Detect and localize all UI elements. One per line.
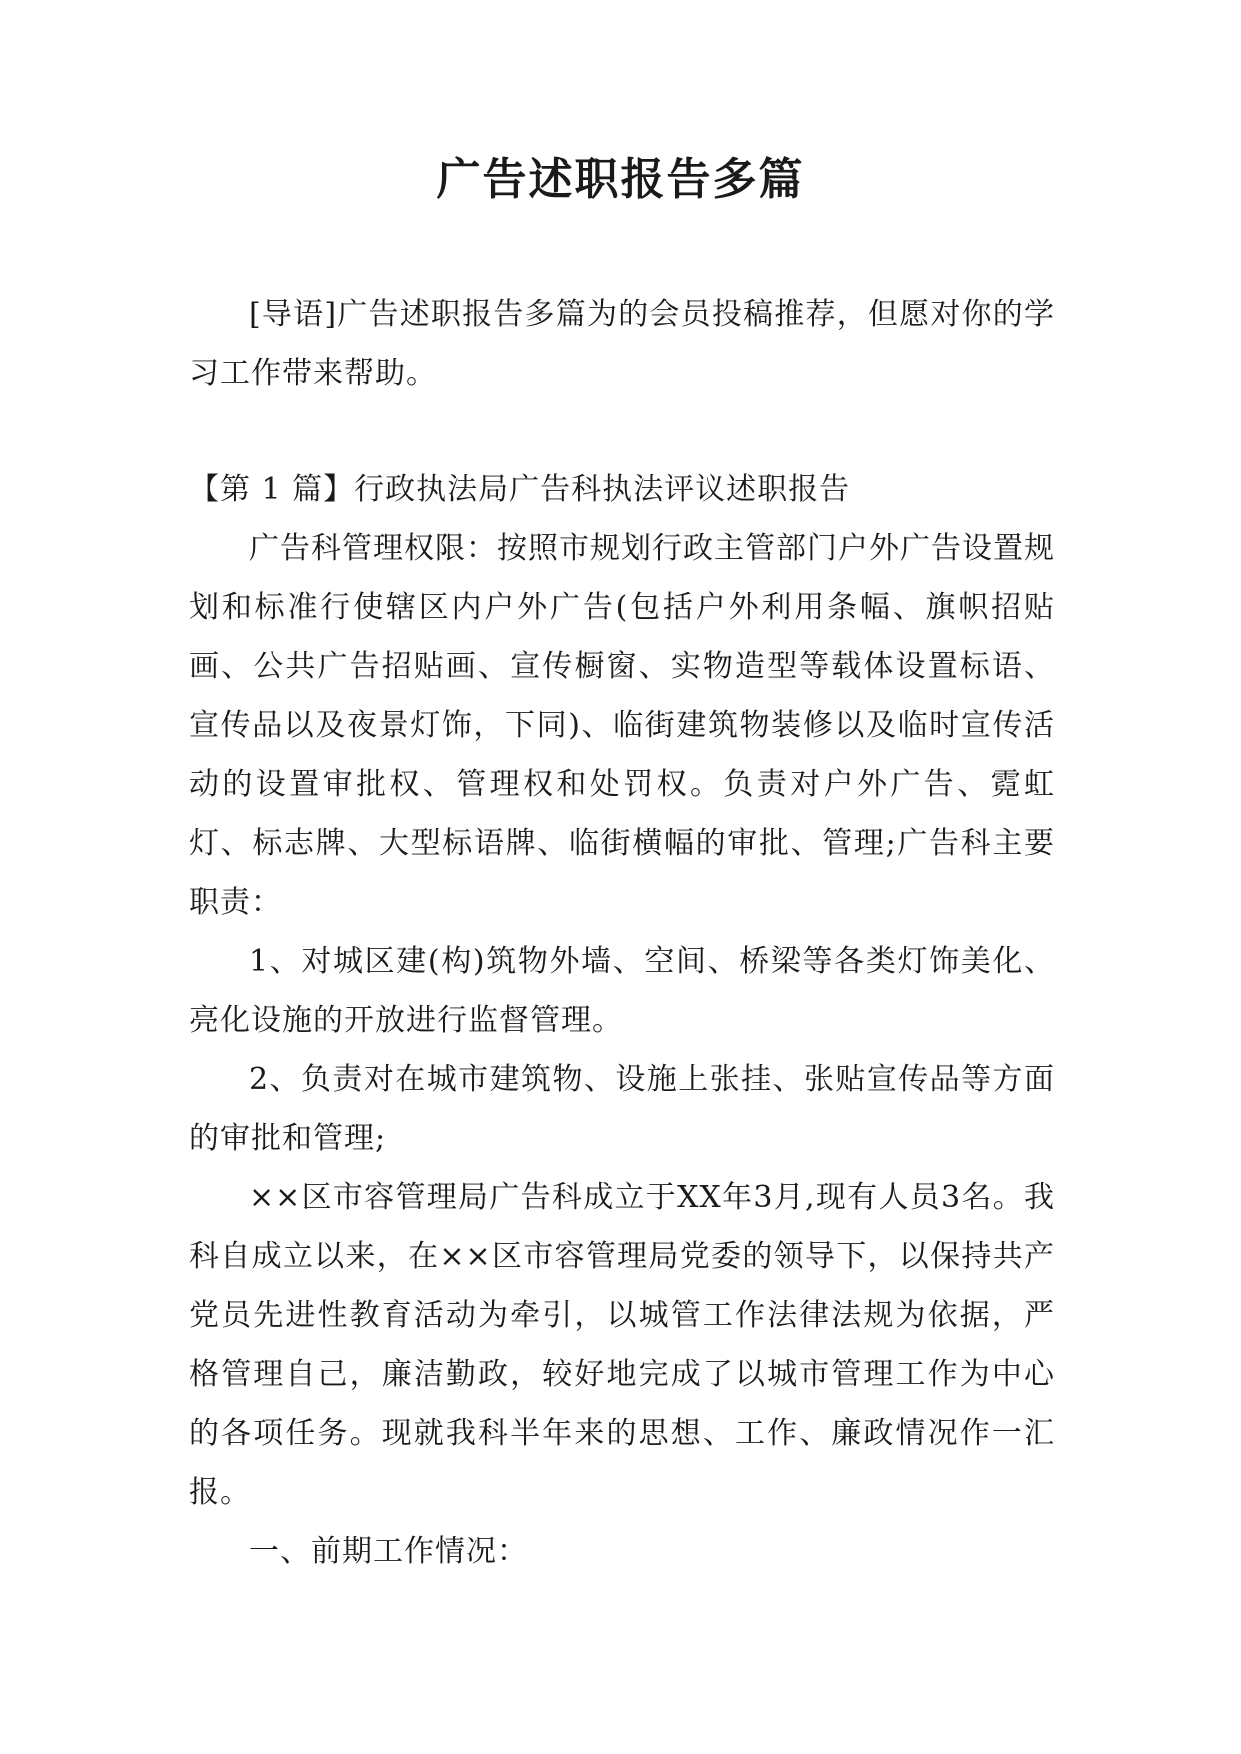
intro-block [189,285,1055,403]
section-block [189,460,1055,1581]
paragraph-overview: ××区市容管理局广告科成立于XX年3月,现有人员3名。我科自成立以来，在××区市容管理局党委的领导下，以保持共产党员先进性教育活动为牵引，以城管工作法律法规为依据，严格管理自己，廉洁勤政，较好地完成了以城市管理工作为中心的各项任务。现就我科半年来的思想、工作、廉政情况作一汇报。 [189,1180,1055,1510]
intro-paragraph: [导语]广告述职报告多篇为的会员投稿推荐，但愿对你的学习工作带来帮助。 [189,297,1055,391]
section-heading: 【第 1 篇】行政执法局广告科执法评议述职报告 [189,472,851,507]
document-title: 广告述职报告多篇 [436,154,805,205]
paragraph-subheading: 一、前期工作情况： [249,1534,528,1569]
paragraph-authority: 广告科管理权限：按照市规划行政主管部门户外广告设置规划和标准行使辖区内户外广告(包括户外利用条幅、旗帜招贴画、公共广告招贴画、宣传橱窗、实物造型等载体设置标语、宣传品以及夜景灯饰，下同)、临街建筑物装修以及临时宣传活动的设置审批权、管理权和处罚权。负责对户外广告、霓虹灯、标志牌、大型标语牌、临街横幅的审批、管理;广告科主要职责： [189,531,1055,920]
paragraph-duty-2: 2、负责对在城市建筑物、设施上张挂、张贴宣传品等方面的审批和管理; [189,1062,1055,1156]
paragraph-duty-1: 1、对城区建(构)筑物外墙、空间、桥梁等各类灯饰美化、亮化设施的开放进行监督管理。 [189,944,1055,1038]
